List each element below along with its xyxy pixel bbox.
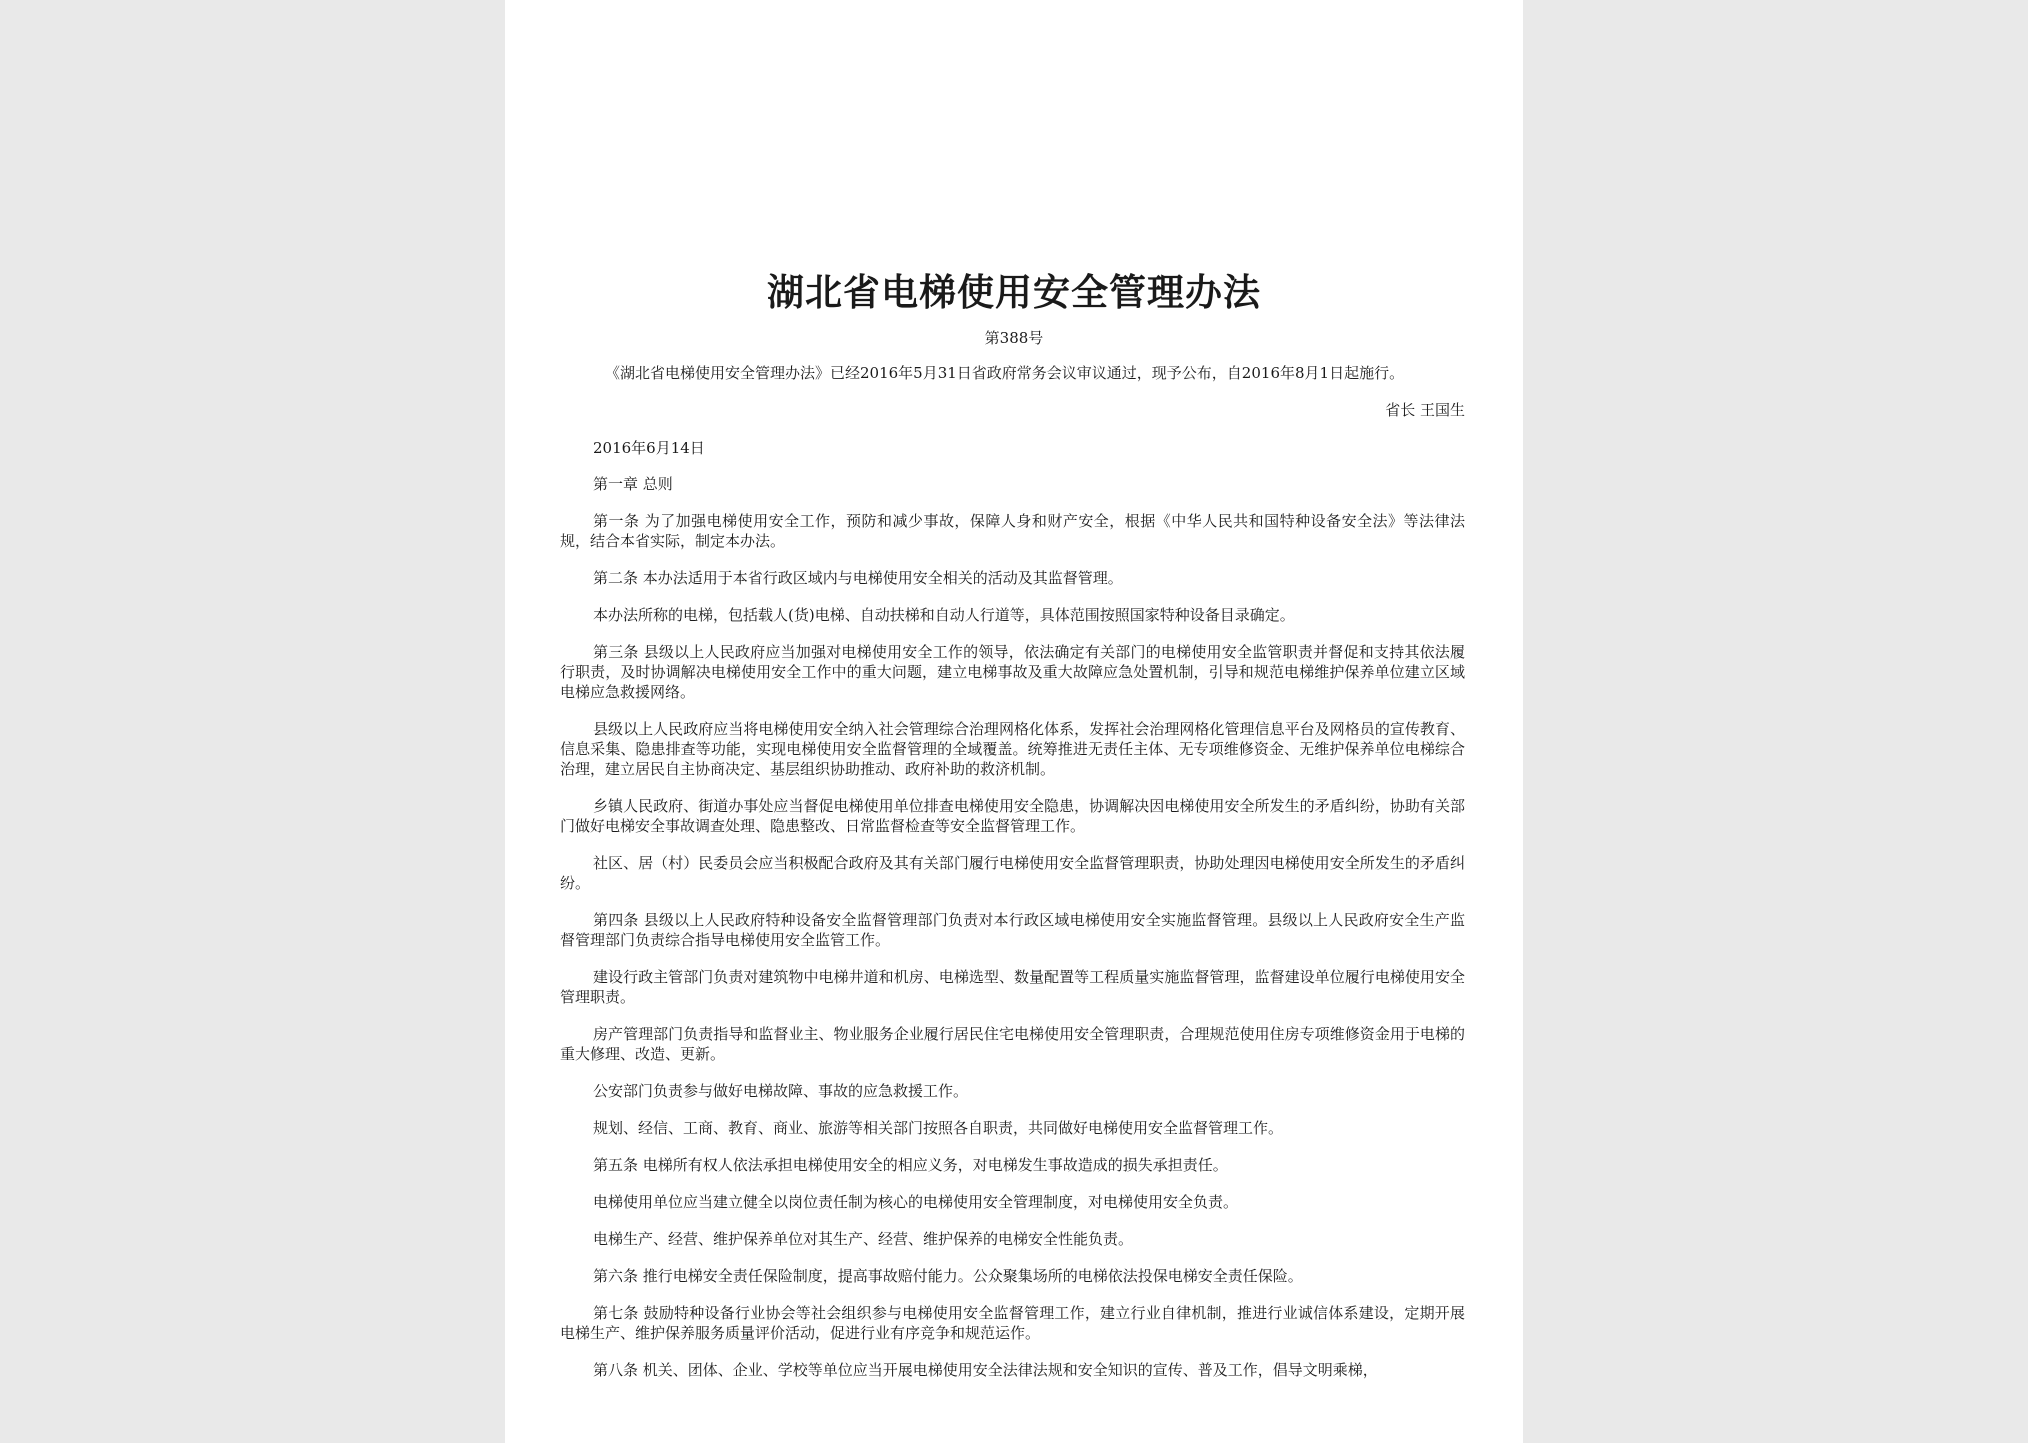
document-page [505, 0, 1523, 1443]
article-paragraph: 第六条 推行电梯安全责任保险制度，提高事故赔付能力。公众聚集场所的电梯依法投保电梯安全责任保险。 [593, 1267, 1303, 1285]
article-paragraph: 规划、经信、工商、教育、商业、旅游等相关部门按照各自职责，共同做好电梯使用安全监督管理工作。 [593, 1119, 1284, 1137]
article-paragraph: 公安部门负责参与做好电梯故障、事故的应急救援工作。 [593, 1082, 969, 1100]
document-body [560, 474, 1465, 1397]
chapter-heading: 第一章 总则 [593, 475, 673, 493]
document-date: 2016年6月14日 [593, 439, 705, 457]
article-paragraph: 第八条 机关、团体、企业、学校等单位应当开展电梯使用安全法律法规和安全知识的宣传、普及工作，倡导文明乘梯， [593, 1361, 1378, 1379]
document-number: 第388号 [984, 329, 1044, 347]
article-paragraph: 房产管理部门负责指导和监督业主、物业服务企业履行居民住宅电梯使用安全管理职责，合理规范使用住房专项维修资金用于电梯的重大修理、改造、更新。 [560, 1025, 1465, 1063]
signatory: 省长 王国生 [1385, 401, 1465, 419]
article-paragraph: 第七条 鼓励特种设备行业协会等社会组织参与电梯使用安全监督管理工作，建立行业自律机制，推进行业诚信体系建设，定期开展电梯生产、维护保养服务质量评价活动，促进行业有序竞争和规范运作。 [560, 1304, 1465, 1342]
article-paragraph: 本办法所称的电梯，包括载人(货)电梯、自动扶梯和自动人行道等，具体范围按照国家特种设备目录确定。 [593, 606, 1295, 624]
article-paragraph: 电梯生产、经营、维护保养单位对其生产、经营、维护保养的电梯安全性能负责。 [593, 1230, 1134, 1248]
article-paragraph: 电梯使用单位应当建立健全以岗位责任制为核心的电梯使用安全管理制度，对电梯使用安全负责。 [593, 1193, 1239, 1211]
article-paragraph: 社区、居（村）民委员会应当积极配合政府及其有关部门履行电梯使用安全监督管理职责，协助处理因电梯使用安全所发生的矛盾纠纷。 [560, 854, 1465, 892]
article-paragraph: 乡镇人民政府、街道办事处应当督促电梯使用单位排查电梯使用安全隐患，协调解决因电梯使用安全所发生的矛盾纠纷，协助有关部门做好电梯安全事故调查处理、隐患整改、日常监督检查等安全监督管理工作。 [560, 797, 1465, 835]
article-paragraph: 第三条 县级以上人民政府应当加强对电梯使用安全工作的领导，依法确定有关部门的电梯使用安全监管职责并督促和支持其依法履行职责，及时协调解决电梯使用安全工作中的重大问题，建立电梯事故及重大故障应急处置机制，引导和规范电梯维护保养单位建立区域电梯应急救援网络。 [560, 643, 1465, 701]
article-paragraph: 建设行政主管部门负责对建筑物中电梯井道和机房、电梯选型、数量配置等工程质量实施监督管理，监督建设单位履行电梯使用安全管理职责。 [560, 968, 1465, 1006]
article-paragraph: 第五条 电梯所有权人依法承担电梯使用安全的相应义务，对电梯发生事故造成的损失承担责任。 [593, 1156, 1228, 1174]
promulgation-statement: 《湖北省电梯使用安全管理办法》已经2016年5月31日省政府常务会议审议通过，现予公布，自2016年8月1日起施行。 [605, 364, 1405, 382]
article-paragraph: 第一条 为了加强电梯使用安全工作，预防和减少事故，保障人身和财产安全，根据《中华人民共和国特种设备安全法》等法律法规，结合本省实际，制定本办法。 [560, 512, 1465, 550]
article-paragraph: 第四条 县级以上人民政府特种设备安全监督管理部门负责对本行政区域电梯使用安全实施监督管理。县级以上人民政府安全生产监督管理部门负责综合指导电梯使用安全监管工作。 [560, 911, 1465, 949]
document-title: 湖北省电梯使用安全管理办法 [767, 270, 1261, 314]
article-paragraph: 第二条 本办法适用于本省行政区域内与电梯使用安全相关的活动及其监督管理。 [593, 569, 1123, 587]
article-paragraph: 县级以上人民政府应当将电梯使用安全纳入社会管理综合治理网格化体系，发挥社会治理网格化管理信息平台及网格员的宣传教育、信息采集、隐患排查等功能，实现电梯使用安全监督管理的全域覆盖。统筹推进无责任主体、无专项维修资金、无维护保养单位电梯综合治理，建立居民自主协商决定、基层组织协助推动、政府补助的救济机制。 [560, 720, 1465, 778]
